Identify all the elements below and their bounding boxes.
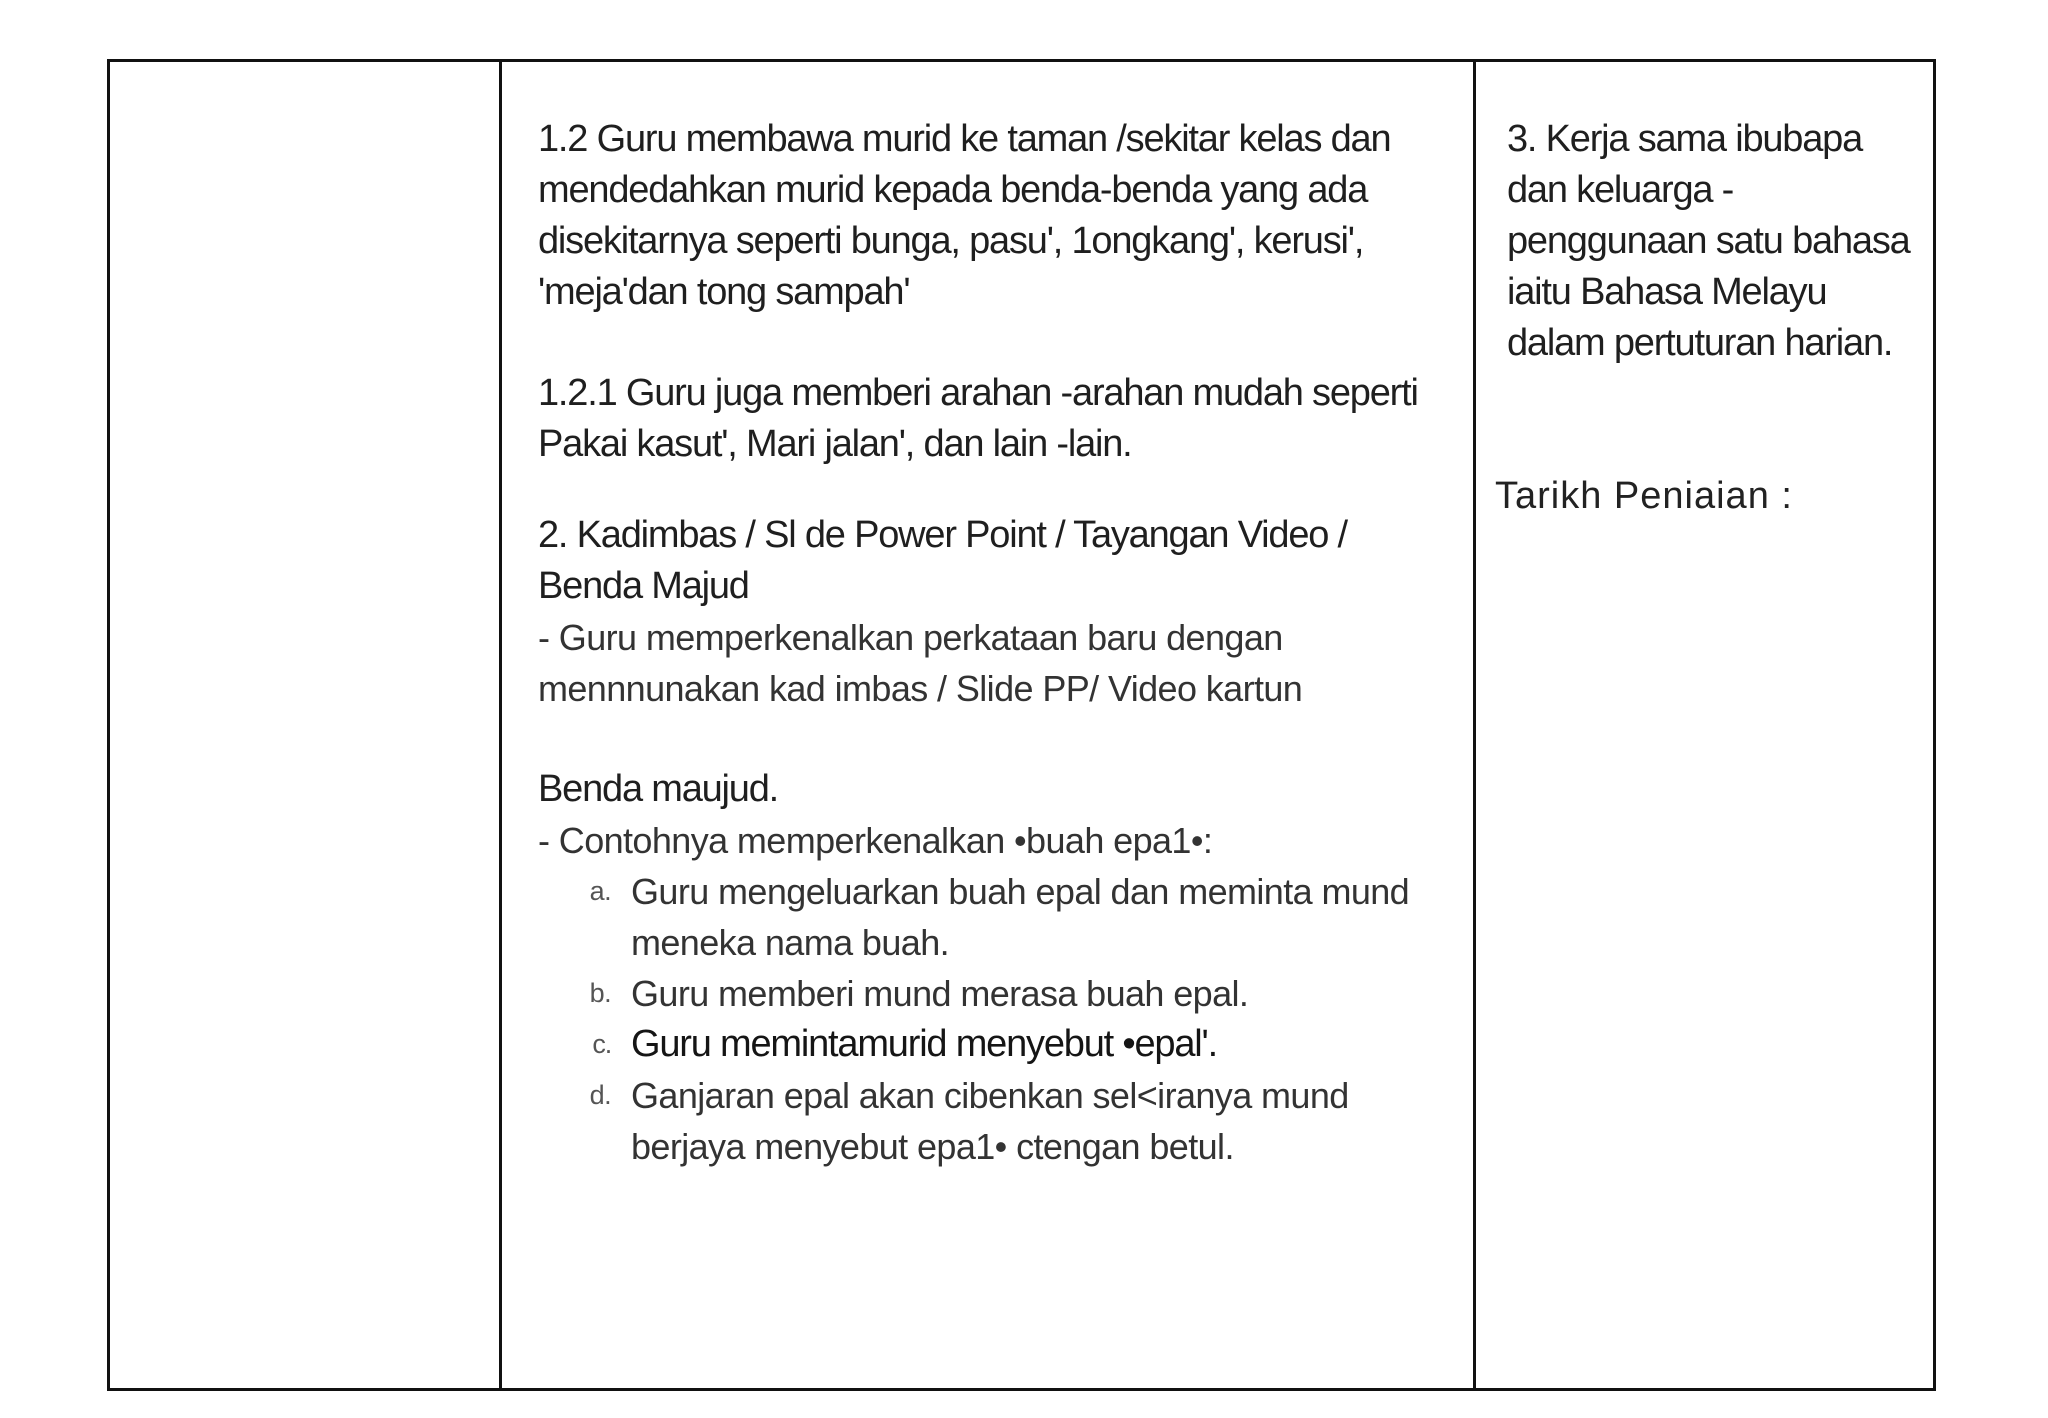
lesson-table: [107, 59, 1936, 1391]
list-marker: c.: [592, 1029, 611, 1059]
notes-column: [1495, 114, 1917, 518]
notes-paragraph-3: 3. Kerja sama ibubapa dan keluarga - penggunaan satu bahasa iaitu Bahasa Melayu dalam pertuturan harian.: [1507, 118, 1910, 364]
list-item: [538, 968, 1438, 1019]
activity-heading-2: 2. Kadimbas / Sl de Power Point / Tayangan Video / Benda Majud: [538, 514, 1347, 607]
activity-paragraph-1-2-1: 1.2.1 Guru juga memberi arahan -arahan mudah seperti Pakai kasut', Mari jalan', dan lain -lain.: [538, 372, 1418, 465]
activity-paragraph-1-2: 1.2 Guru membawa murid ke taman /sekitar kelas dan mendedahkan murid kepada benda-benda yang ada disekitarnya seperti bunga, pasu', 1ongkang', kerusi', 'meja'dan tong sampah': [538, 118, 1391, 313]
list-marker: a.: [589, 876, 611, 906]
list-item: [538, 1070, 1438, 1172]
list-marker: d.: [589, 1080, 611, 1110]
list-item-text: Ganjaran epal akan cibenkan sel<iranya mund berjaya menyebut epa1• ctengan betul.: [631, 1075, 1349, 1167]
column-divider: [499, 62, 502, 1388]
activity-paragraph-2: - Guru memperkenalkan perkataan baru dengan mennnunakan kad imbas / Slide PP/ Video kartun: [538, 617, 1303, 709]
steps-list: [538, 866, 1438, 1172]
column-divider: [1473, 62, 1476, 1388]
assessment-date-label: Tarikh Peniaian :: [1495, 475, 1793, 517]
list-item: [538, 866, 1438, 968]
activity-column: [538, 114, 1438, 1172]
list-item: [538, 1019, 1438, 1070]
list-marker: b.: [589, 978, 611, 1008]
list-item-text: Guru mengeluarkan buah epal dan meminta mund meneka nama buah.: [631, 871, 1410, 963]
benda-maujud-intro: - Contohnya memperkenalkan •buah epa1•:: [538, 820, 1213, 861]
list-item-text: Guru memintamurid menyebut •epal'.: [631, 1023, 1217, 1065]
list-item-text: Guru memberi mund merasa buah epal.: [631, 973, 1249, 1014]
benda-maujud-heading: Benda maujud.: [538, 768, 779, 810]
